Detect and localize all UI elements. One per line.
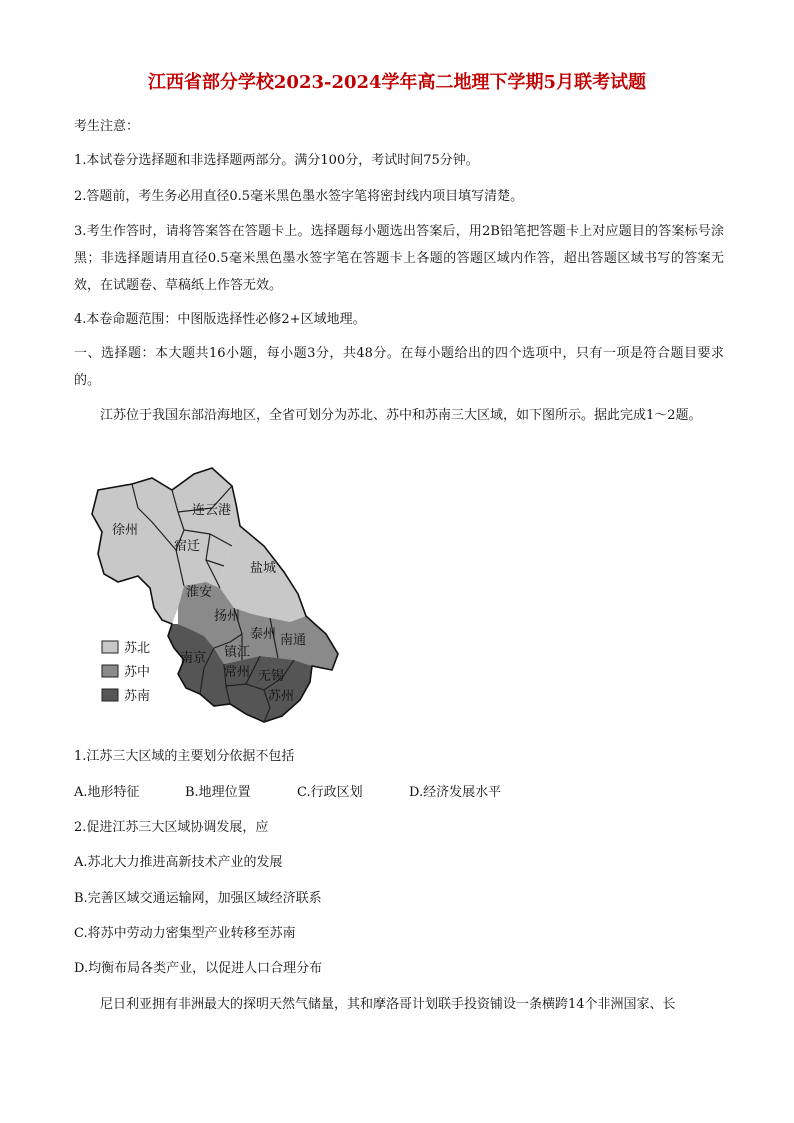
passage-1: 江苏位于我国东部沿海地区，全省可划分为苏北、苏中和苏南三大区域，如下图所示。据此完成1～2题。 bbox=[100, 408, 702, 423]
legend-swatch-suzhong bbox=[102, 665, 118, 677]
question-1-options bbox=[74, 779, 501, 806]
notice-heading: 考生注意： bbox=[74, 119, 140, 134]
city-label-nanjing: 南京 bbox=[180, 651, 207, 666]
question-2-option-b: B.完善区域交通运输网，加强区域经济联系 bbox=[74, 891, 322, 906]
notice-item-4: 4.本卷命题范围：中图版选择性必修2+区域地理。 bbox=[74, 312, 366, 327]
city-label-suzhou: 苏州 bbox=[268, 689, 295, 704]
legend-label-sunan: 苏南 bbox=[124, 689, 151, 704]
map-svg bbox=[74, 464, 344, 726]
question-2-option-d: D.均衡布局各类产业，以促进人口合理分布 bbox=[74, 961, 323, 976]
legend-swatch-sunan bbox=[102, 689, 118, 701]
city-label-xuzhou: 徐州 bbox=[112, 523, 139, 538]
notice-item-1: 1.本试卷分选择题和非选择题两部分。满分100分，考试时间75分钟。 bbox=[74, 153, 479, 168]
question-1-option-d: D.经济发展水平 bbox=[409, 785, 502, 800]
city-label-taizhou: 泰州 bbox=[250, 627, 277, 642]
city-label-changzhou: 常州 bbox=[224, 665, 251, 680]
city-label-lianyungang: 连云港 bbox=[192, 503, 232, 518]
question-2-option-a: A.苏北大力推进高新技术产业的发展 bbox=[74, 855, 283, 870]
legend-swatch-subei bbox=[102, 641, 118, 653]
passage-2: 尼日利亚拥有非洲最大的探明天然气储量，其和摩洛哥计划联手投资铺设一条横跨14个非洲国家、长 bbox=[100, 997, 676, 1012]
question-2-stem: 2.促进江苏三大区域协调发展，应 bbox=[74, 820, 269, 835]
question-1-option-c: C.行政区划 bbox=[297, 785, 363, 800]
legend-label-subei: 苏北 bbox=[124, 641, 151, 656]
city-label-suqian: 宿迁 bbox=[174, 539, 201, 554]
question-1-option-a: A.地形特征 bbox=[74, 785, 140, 800]
section-heading: 一、选择题：本大题共16小题，每小题3分，共48分。在每小题给出的四个选项中，只有一项是符合题目要求的。 bbox=[74, 346, 724, 388]
question-2-option-c: C.将苏中劳动力密集型产业转移至苏南 bbox=[74, 926, 296, 941]
notice-item-3: 3.考生作答时，请将答案答在答题卡上。选择题每小题选出答案后，用2B铅笔把答题卡上对应题目的答案标号涂黑；非选择题请用直径0.5毫米黑色墨水签字笔在答题卡上各题的答题区域内作答，超出答题区域书写的答案无效，在试题卷、草稿纸上作答无效。 bbox=[74, 224, 724, 293]
legend-label-suzhong: 苏中 bbox=[124, 665, 151, 680]
jiangsu-region-map bbox=[74, 464, 344, 726]
question-1-stem: 1.江苏三大区域的主要划分依据不包括 bbox=[74, 749, 295, 764]
city-label-zhenjiang: 镇江 bbox=[224, 645, 251, 660]
city-label-yangzhou: 扬州 bbox=[214, 609, 241, 624]
city-label-nantong: 南通 bbox=[280, 633, 307, 648]
city-label-wuxi: 无锡 bbox=[258, 669, 285, 684]
city-label-huaian: 淮安 bbox=[186, 585, 213, 600]
notice-item-2: 2.答题前，考生务必用直径0.5毫米黑色墨水签字笔将密封线内项目填写清楚。 bbox=[74, 189, 524, 204]
question-1-option-b: B.地理位置 bbox=[185, 785, 251, 800]
page-title: 江西省部分学校2023-2024学年高二地理下学期5月联考试题 bbox=[147, 72, 647, 93]
city-label-yancheng: 盐城 bbox=[250, 561, 277, 576]
map-legend bbox=[102, 640, 150, 704]
